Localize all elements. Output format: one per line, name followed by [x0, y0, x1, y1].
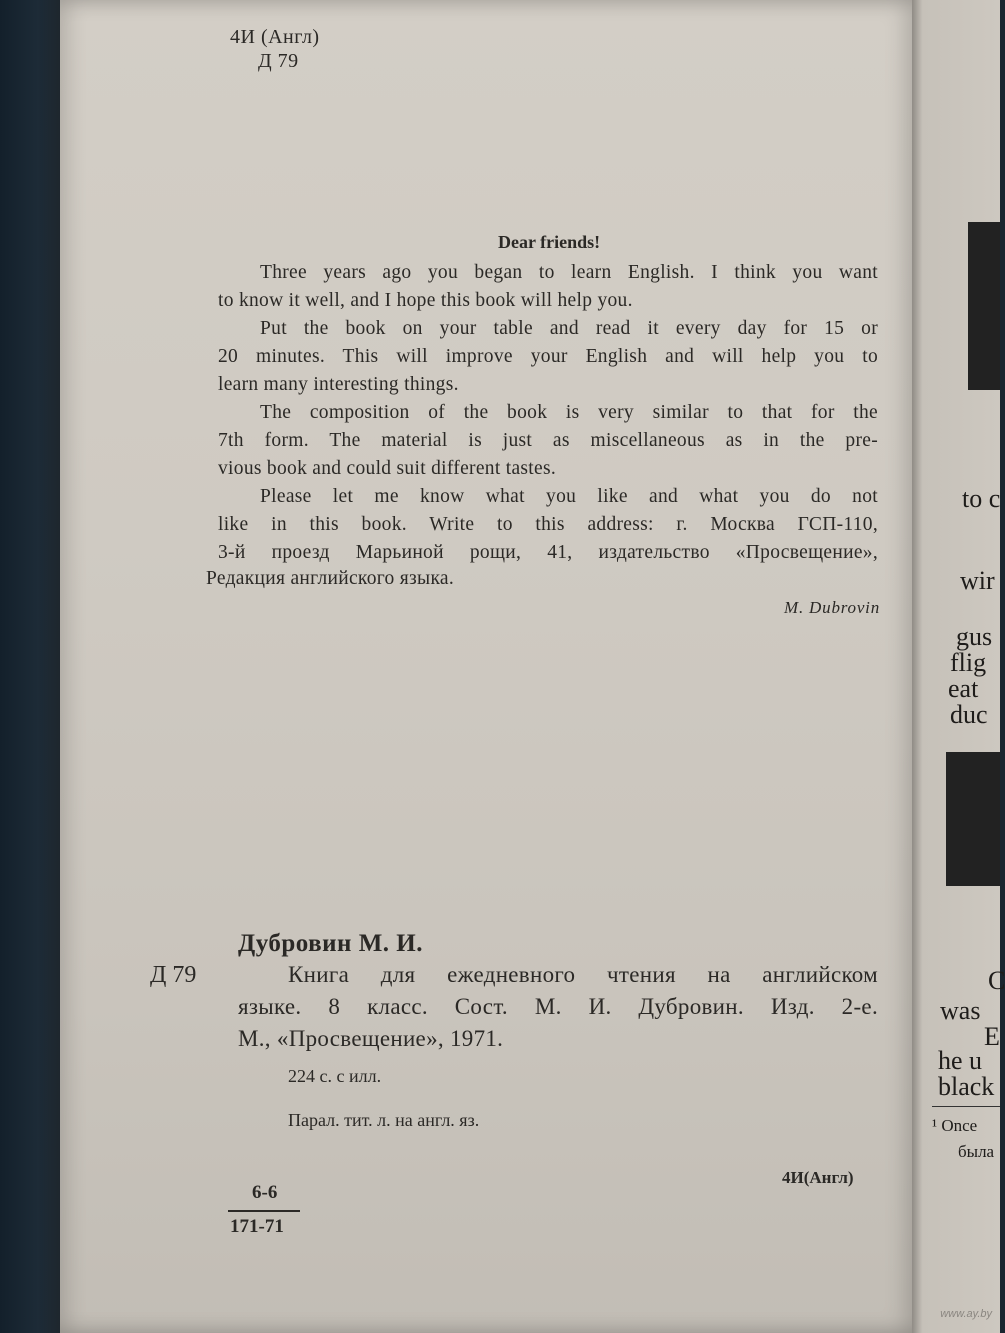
adjacent-footnote: ¹ Once	[932, 1116, 978, 1135]
bibliography-author: Дубровин М. И.	[238, 930, 424, 957]
publisher-code-top: 6-6	[252, 1182, 278, 1203]
bibliography-line: Книга для ежедневного чтения на английском	[288, 962, 878, 987]
catalog-code: Д 79	[258, 50, 299, 72]
adjacent-footnote: была	[958, 1142, 995, 1161]
book-page	[60, 0, 920, 1333]
classification-code-bottom: 4И(Англ)	[782, 1168, 854, 1187]
adjacent-illustration-middle	[946, 752, 1000, 886]
bibliography-line: языке. 8 класс. Сост. М. И. Дубровин. Изд. 2-е.	[238, 994, 878, 1019]
preface-line: The composition of the book is very similar to that for the	[260, 402, 878, 423]
adjacent-word: to c	[962, 484, 1001, 513]
preface-line: Put the book on your table and read it every day for 15 or	[260, 318, 878, 339]
adjacent-word: E	[984, 1022, 1000, 1051]
watermark: www.ay.by	[940, 1308, 992, 1320]
preface-line: Редакция английского языка.	[206, 568, 455, 589]
adjacent-word: was	[940, 996, 981, 1025]
preface-line: like in this book. Write to this address: г. Москва ГСП-110,	[218, 514, 878, 535]
preface-line: 7th form. The material is just as miscellaneous as in the pre-	[218, 430, 878, 451]
preface-heading: Dear friends!	[498, 232, 601, 252]
publisher-code-bottom: 171-71	[230, 1216, 284, 1237]
bibliography-line: М., «Просвещение», 1971.	[238, 1026, 504, 1051]
adjacent-word: duc	[950, 700, 988, 729]
adjacent-word: wir	[960, 566, 995, 595]
page-count: 224 с. с илл.	[288, 1066, 382, 1086]
adjacent-word: eat	[948, 674, 979, 703]
adjacent-word: C	[988, 966, 1005, 995]
adjacent-word: black	[938, 1072, 995, 1101]
adjacent-word: flig	[950, 648, 987, 677]
preface-line: 3-й проезд Марьиной рощи, 41, издательство «Просвещение»,	[218, 542, 878, 563]
adjacent-footnote-rule	[932, 1106, 1000, 1107]
fraction-rule	[228, 1210, 300, 1212]
preface-line: Three years ago you began to learn English. I think you want	[260, 262, 878, 283]
preface-line: to know it well, and I hope this book will help you.	[218, 290, 633, 311]
preface-line: learn many interesting things.	[218, 374, 459, 395]
adjacent-word: he u	[938, 1046, 983, 1075]
preface-line: Please let me know what you like and what you do not	[260, 486, 878, 507]
bibliography-code: Д 79	[150, 962, 197, 988]
adjacent-illustration-top	[968, 222, 1000, 390]
preface-line: vious book and could suit different tastes.	[218, 458, 557, 479]
preface-signature: M. Dubrovin	[784, 598, 880, 617]
parallel-title-note: Парал. тит. л. на англ. яз.	[288, 1110, 480, 1130]
adjacent-word: gus	[956, 622, 993, 651]
adjacent-page	[912, 0, 1005, 1333]
preface-line: 20 minutes. This will improve your English and will help you to	[218, 346, 878, 367]
classification-code: 4И (Англ)	[230, 26, 320, 48]
